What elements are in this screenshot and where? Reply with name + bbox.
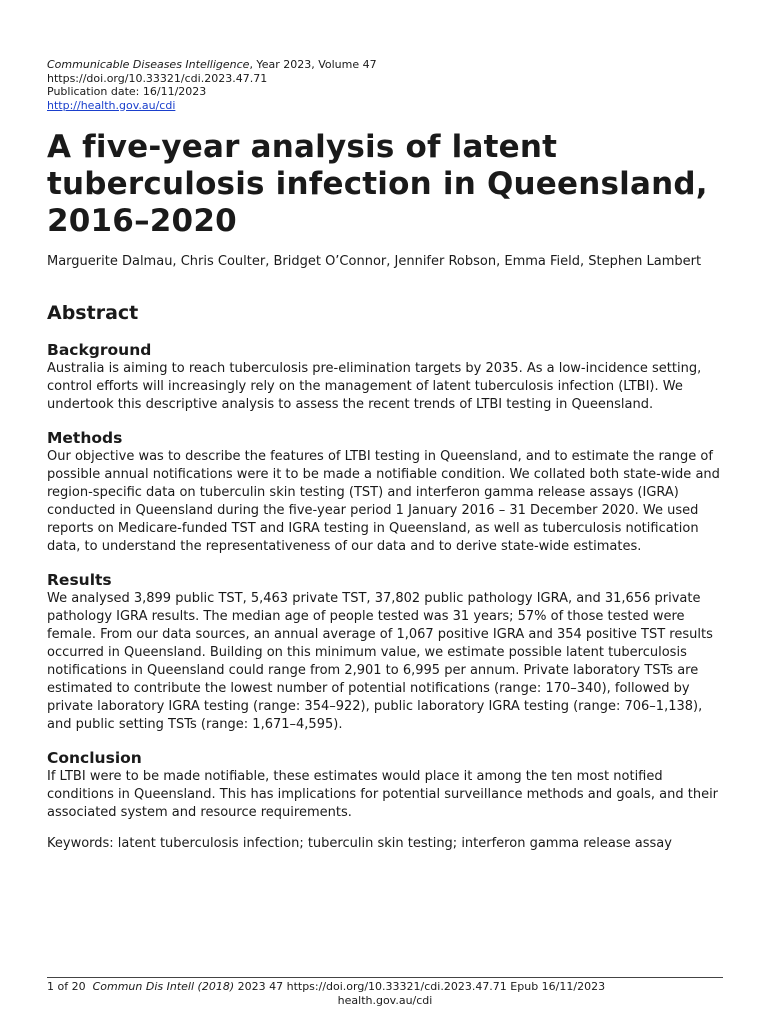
publication-date: Publication date: 16/11/2023 — [47, 85, 207, 98]
footer-page-number: 1 of 20 — [47, 980, 86, 993]
section-heading-conclusion: Conclusion — [47, 749, 142, 767]
footer-citation-line — [47, 980, 723, 994]
footer-journal-abbrev: Commun Dis Intell (2018) — [92, 980, 235, 993]
abstract-section-conclusion — [47, 748, 727, 822]
abstract-section-results — [47, 570, 727, 734]
section-heading-methods: Methods — [47, 429, 123, 447]
journal-line — [47, 58, 727, 72]
website-link[interactable]: http://health.gov.au/cdi — [47, 98, 176, 112]
section-text-methods: Our objective was to describe the features of LTBI testing in Queensland, and to estimate the range of possible annual notifications were it to be made a notifiable condition. We collated both state-wide and region-specific data on tuberculin skin testing (TST) and interferon gamma release assays (IGRA) conducted in Queensland during the five-year period 1 January 2016 – 31 December 2020. We used reports on Medicare-funded TST and IGRA testing in Queensland, as well as tuberculosis notification data, to understand the representativeness of our data and to derive state-wide estimates. — [47, 449, 720, 554]
section-heading-background: Background — [47, 341, 152, 359]
section-text-background: Australia is aiming to reach tuberculosis pre-elimination targets by 2035. As a low-incidence setting, control efforts will increasingly rely on the management of latent tuberculosis infection (LTBI). We undertook this descriptive analysis to assess the recent trends of LTBI testing in Queensland. — [47, 361, 702, 412]
section-text-results: We analysed 3,899 public TST, 5,463 private TST, 37,802 public pathology IGRA, and 31,656 private pathology IGRA results. The median age of people tested was 31 years; 57% of those tested were female. From our data sources, an annual average of 1,067 positive IGRA and 354 positive TST results occurred in Queensland. Building on this minimum value, we estimate possible latent tuberculosis notifications in Queensland could range from 2,901 to 6,995 per annum. Private laboratory TSTs are estimated to contribute the lowest number of potential notifications (range: 170–340), followed by private laboratory IGRA testing (range: 354–922), public laboratory IGRA testing (range: 706–1,138), and public setting TSTs (range: 1,671–4,595). — [47, 591, 713, 732]
abstract-heading: Abstract — [47, 302, 139, 324]
article-page — [47, 58, 727, 853]
website-line — [47, 99, 727, 113]
doi-line: https://doi.org/10.33321/cdi.2023.47.71 — [47, 71, 268, 85]
article-authors: Marguerite Dalmau, Chris Coulter, Bridget O’Connor, Jennifer Robson, Emma Field, Stephen Lambert — [47, 254, 702, 269]
page-footer — [47, 977, 723, 1008]
abstract-section-methods — [47, 428, 727, 556]
section-text-conclusion: If LTBI were to be made notifiable, these estimates would place it among the ten most notified conditions in Queensland. This has implications for potential surveillance methods and goals, and their associated system and resource requirements. — [47, 769, 719, 820]
footer-citation-details: 2023 47 https://doi.org/10.33321/cdi.2023.47.71 Epub 16/11/2023 — [234, 980, 606, 993]
keywords: Keywords: latent tuberculosis infection; tuberculin skin testing; interferon gamma release assay — [47, 836, 672, 851]
article-title: A five-year analysis of latent tuberculosis infection in Queensland, 2016–2020 — [47, 129, 708, 239]
journal-name: Communicable Diseases Intelligence — [47, 58, 250, 71]
article-meta — [47, 58, 727, 112]
footer-site: health.gov.au/cdi — [337, 994, 433, 1007]
journal-year-volume: , Year 2023, Volume 47 — [249, 58, 377, 71]
section-heading-results: Results — [47, 571, 112, 589]
abstract-section-background — [47, 340, 727, 414]
